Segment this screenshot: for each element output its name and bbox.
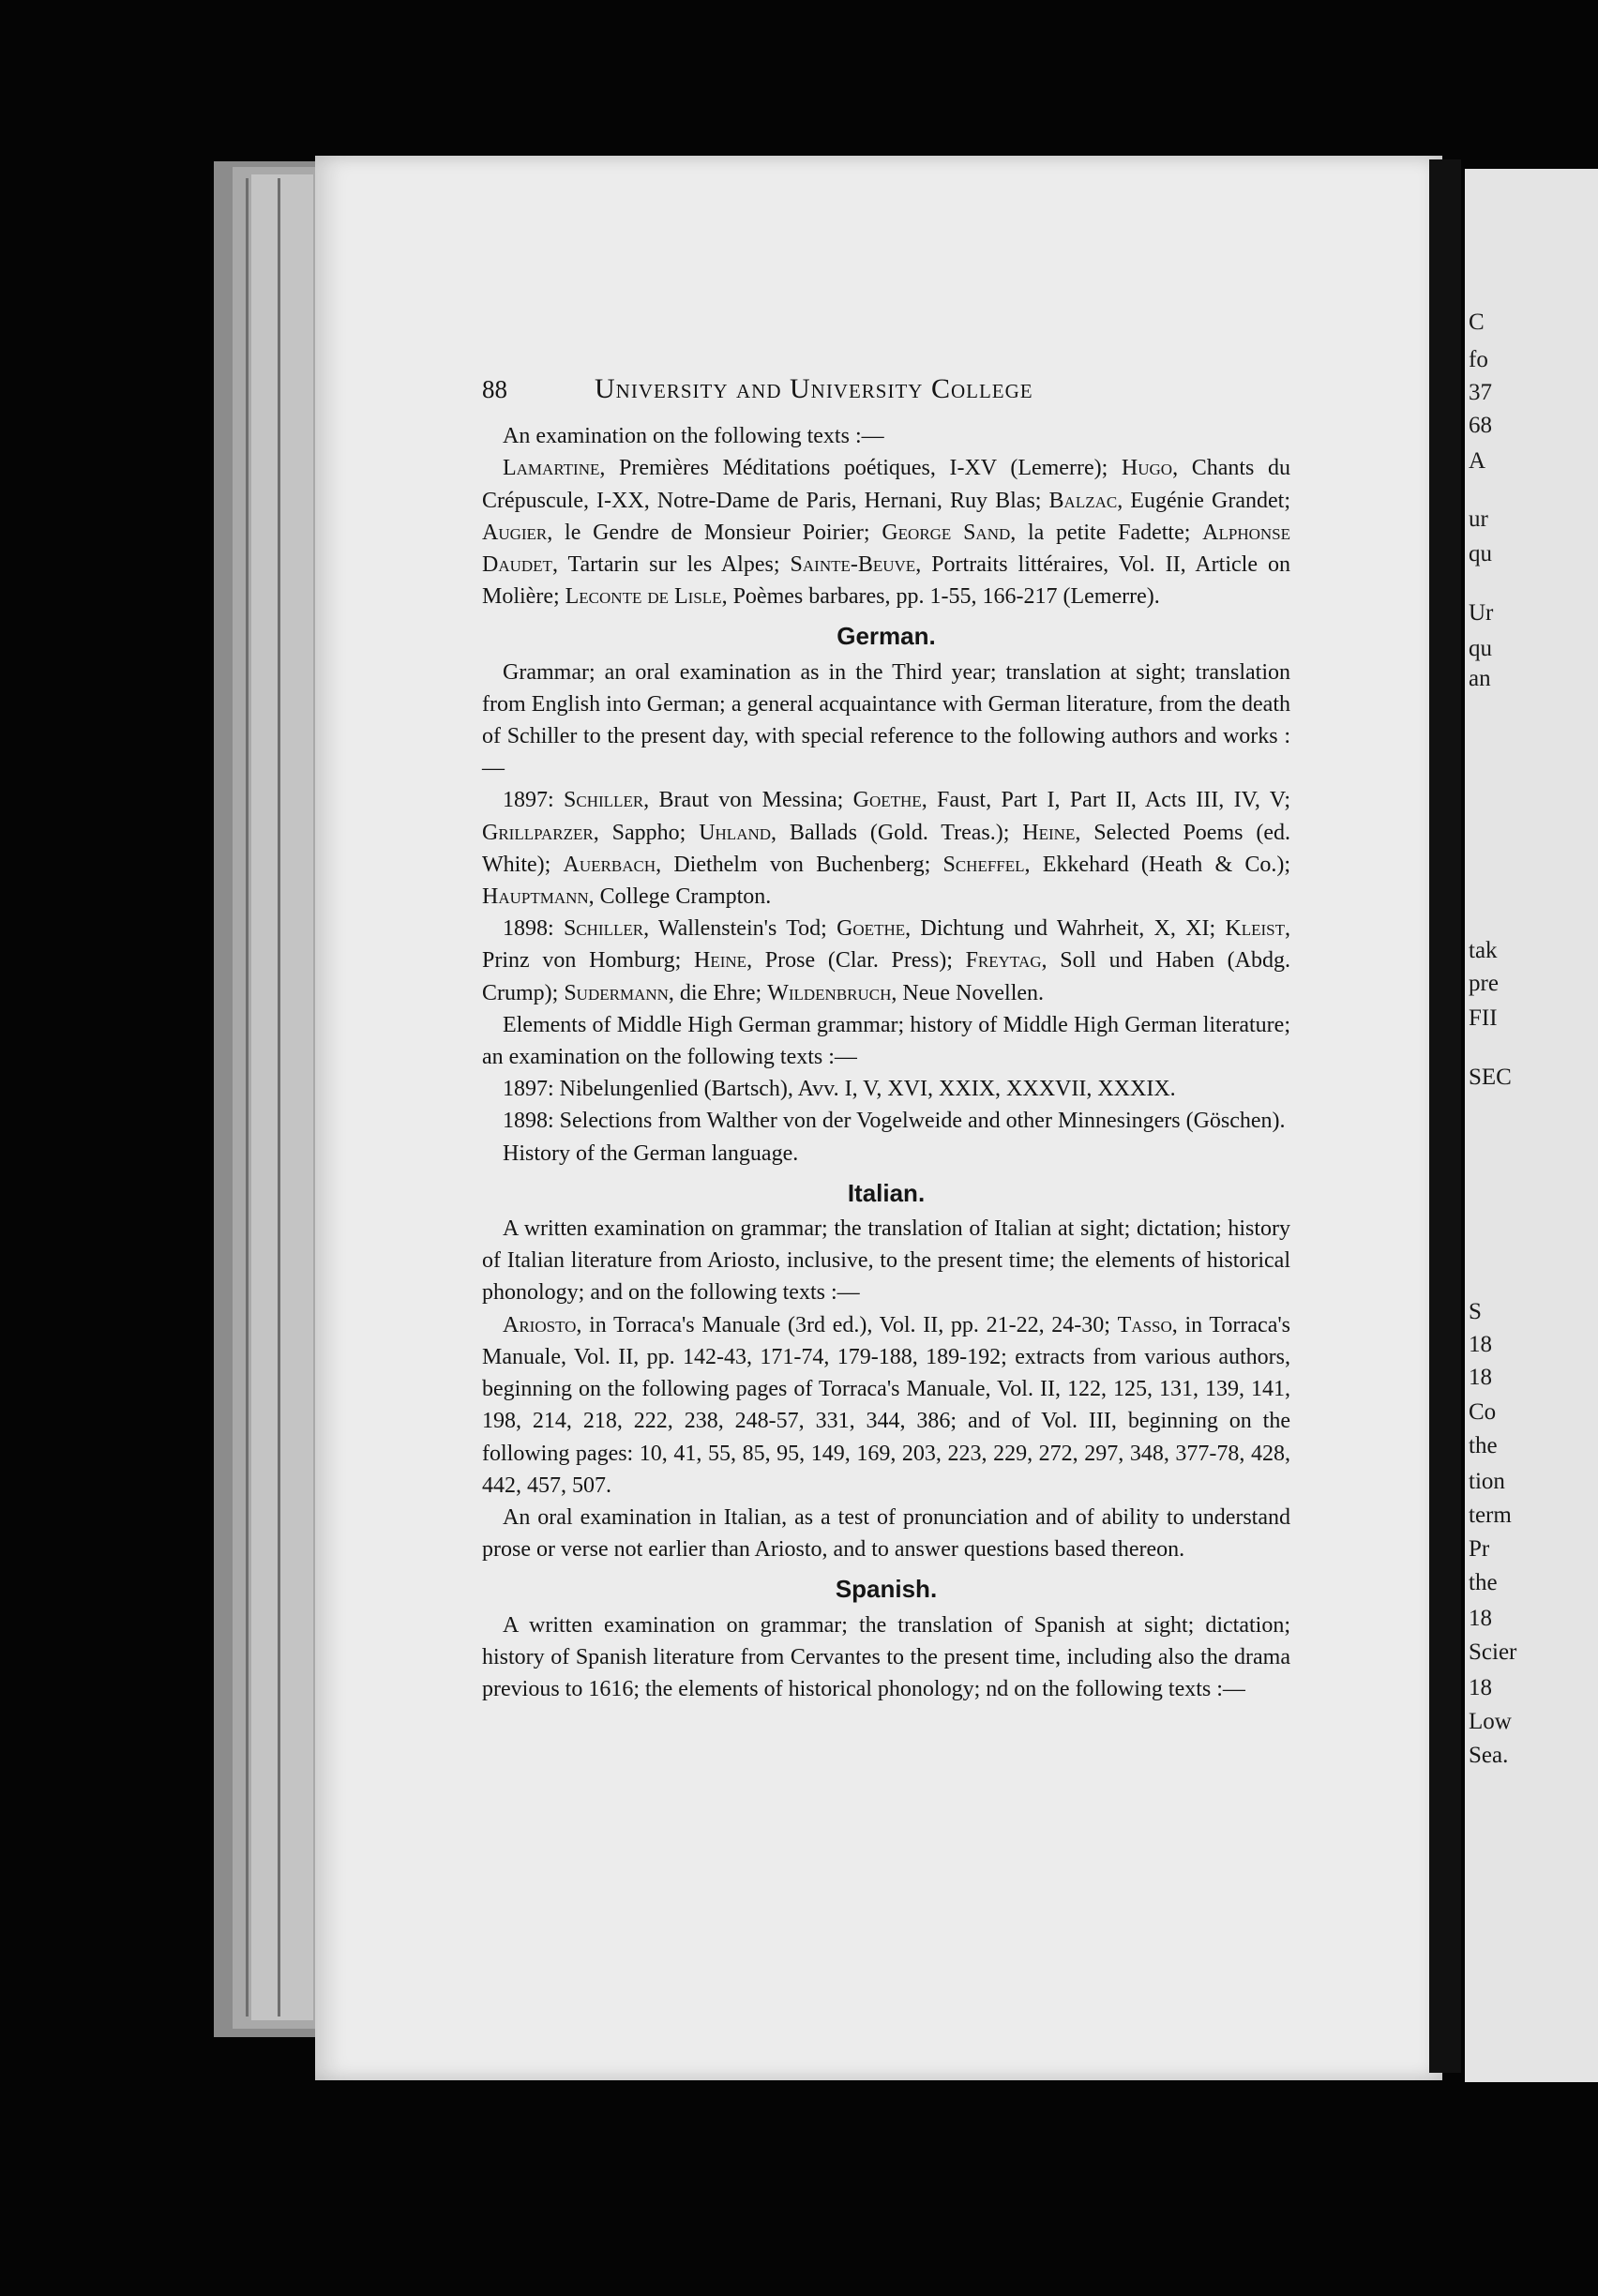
work-text: , Poèmes barbares, pp. 1-55, 166-217 (Lemerre). [721,584,1160,610]
work-text: 1897: [503,788,565,813]
spanish-heading: Spanish. [835,1575,938,1604]
author-name: Goethe [852,788,922,813]
italian-oral: An oral examination in Italian, as a test of pronunciation and of ability to understand prose or verse not earlier than Ariosto, and to answer questions based thereon. [482,1504,1290,1563]
work-text: , Prinz von Homburg; [482,916,1290,974]
facing-page-fragment: FII [1469,1005,1498,1031]
facing-page-fragment: 18 [1469,1332,1492,1357]
author-name: Augier [482,520,548,545]
author-name: Sainte-Beuve [790,552,916,578]
work-text: , Prose (Clar. Press); [746,948,966,974]
mhg-1897: 1897: Nibelungenlied (Bartsch), Avv. I, V, XVI, XXIX, XXXVII, XXXIX. [503,1077,1176,1102]
page-edge-line [246,178,249,2017]
work-text: , le Gendre de Monsieur Poirier; [547,520,882,545]
author-name: Freytag [965,948,1042,974]
work-text: , Neue Novellen. [891,980,1045,1005]
book-gutter [1429,159,1461,2073]
author-name: Leconte de Lisle [565,584,722,610]
facing-page-fragment: Ur [1469,600,1494,626]
facing-page-fragment: pre [1469,971,1499,996]
author-name: Hugo [1121,456,1173,481]
spanish-paragraph-1: A written examination on grammar; the translation of Spanish at sight; dictation; history of Spanish literature from Cervantes to the present time, including also the drama previous to 1616; the elements of historical phonology; nd on the following texts :— [482,1612,1290,1701]
facing-page-fragment: fo [1469,347,1488,372]
work-text: , la petite Fadette; [1010,520,1203,545]
facing-page-fragment: Co [1469,1399,1497,1425]
facing-page-fragment: 68 [1469,413,1492,438]
work-text: , College Crampton. [588,884,772,910]
work-text: , Ekkehard (Heath & Co.); [1024,852,1291,877]
facing-page-fragment: Pr [1469,1536,1490,1562]
facing-page-fragment: term [1469,1503,1512,1528]
author-name: Lamartine [503,456,600,481]
work-text: , die Ehre; [668,980,768,1005]
german-grammar: Grammar; an oral examination as in the Third year; translation at sight; translation from English into German; a general acquaintance with German literature, from the death of Schiller to the present day, with special reference to the following authors and works :— [482,659,1290,781]
german-heading: German. [837,622,936,651]
facing-page-fragment: Scier [1469,1639,1517,1665]
facing-page-fragment: Sea. [1469,1743,1509,1768]
book-page [315,156,1442,2080]
running-title: University and University College [595,373,1033,404]
author-name: Auerbach [563,852,656,877]
author-name: Grillparzer [482,820,594,845]
author-name: Goethe [837,916,906,942]
page-edge-line [278,178,280,2017]
work-text: , Ballads (Gold. Treas.); [771,820,1023,845]
facing-page-fragment: Low [1469,1709,1512,1734]
facing-page-fragment: 37 [1469,380,1492,405]
work-text: , in Torraca's Manuale, Vol. II, pp. 142-43, 171-74, 179-188, 189-192; extracts from various authors, beginning on the following pages of Torraca's Manuale, Vol. II, 122, 125, 131, 139, 141, 198, 214, 218, 222, 238, 248-57, 331, 344, 386; and of Vol. III, beginning on the following pages: 10, 41, 55, 85, 95, 149, 169, 203, 223, 229, 272, 297, 348, 377-78, 428, 442, 457, 507. [482,1312,1291,1498]
facing-page-fragment: 18 [1469,1606,1492,1631]
italian-heading: Italian. [847,1178,926,1207]
page-edges-inner [251,174,313,2020]
facing-page-fragment: qu [1469,636,1492,661]
work-text: , Dichtung und Wahrheit, X, XI; [905,916,1226,942]
facing-page-fragment: tion [1469,1469,1505,1494]
german-1897-texts [482,784,1290,913]
work-text: , Soll und Haben (Abdg. Crump); [482,948,1291,1005]
facing-page-fragment: 18 [1469,1365,1492,1390]
running-head [482,373,1290,405]
work-text: , Portraits littéraires, Vol. II, Article on Molière; [482,552,1290,610]
work-text: 1898: [503,916,564,942]
work-text: , Eugénie Grandet; [1117,488,1290,513]
italian-paragraph-1: A written examination on grammar; the translation of Italian at sight; dictation; history of Italian literature from Ariosto, inclusive, to the present time; the elements of historical phonology; and on the following texts :— [482,1216,1290,1306]
facing-page-fragment: tak [1469,938,1498,963]
facing-page-fragment: A [1469,448,1486,474]
facing-page-fragment: the [1469,1433,1498,1458]
author-name: Hauptmann [482,884,589,910]
author-name: Ariosto [503,1312,577,1337]
author-name: Wildenbruch [767,980,892,1005]
italian-texts [482,1309,1290,1502]
facing-page-fragment: SEC [1469,1065,1512,1090]
author-name: Heine [1022,820,1076,845]
work-text: , Braut von Messina; [643,788,853,813]
work-text: , Tartarin sur les Alpes; [551,552,791,578]
facing-page-fragment: qu [1469,541,1492,566]
german-history: History of the German language. [503,1140,799,1166]
work-text: , Selected Poems (ed. White); [482,820,1290,877]
author-name: Uhland [699,820,772,845]
author-name: Kleist [1225,916,1285,942]
author-name: George Sand [882,520,1011,545]
german-1898-texts [482,913,1290,1009]
work-text: , Premières Méditations poétiques, I-XV (Lemerre); [599,456,1122,481]
french-texts [482,452,1290,612]
work-text: , Wallenstein's Tod; [643,916,837,942]
mhg-1898: 1898: Selections from Walther von der Vogelweide and other Minnesingers (Göschen). [503,1109,1286,1134]
work-text: , in Torraca's Manuale (3rd ed.), Vol. II, pp. 21-22, 24-30; [576,1312,1118,1337]
work-text: , Diethelm von Buchenberg; [656,852,943,877]
french-intro: An examination on the following texts :— [503,424,884,449]
mhg-paragraph: Elements of Middle High German grammar; history of Middle High German literature; an examination on the following texts :— [482,1012,1290,1070]
work-text: , Chants du Crépuscule, I-XX, Notre-Dame de Paris, Hernani, Ruy Blas; [482,456,1290,513]
facing-page-fragment: 18 [1469,1675,1492,1700]
author-name: Schiller [563,916,644,942]
author-name: Scheffel [942,852,1025,877]
facing-page-fragment: C [1469,310,1485,335]
page-content [482,373,1290,1705]
facing-page [1465,169,1598,2082]
author-name: Schiller [564,788,644,813]
facing-page-fragment: S [1469,1299,1482,1324]
author-name: Heine [694,948,747,974]
work-text: , Faust, Part I, Part II, Acts III, IV, V; [921,788,1290,813]
author-name: Tasso [1117,1312,1172,1337]
work-text: , Sappho; [593,820,700,845]
author-name: Balzac [1048,488,1118,513]
page-number: 88 [482,375,507,403]
facing-page-fragment: ur [1469,506,1488,532]
author-name: Sudermann [564,980,669,1005]
facing-page-fragment: the [1469,1570,1498,1595]
facing-page-fragment: an [1469,666,1491,691]
author-name: Alphonse Daudet [482,520,1291,578]
